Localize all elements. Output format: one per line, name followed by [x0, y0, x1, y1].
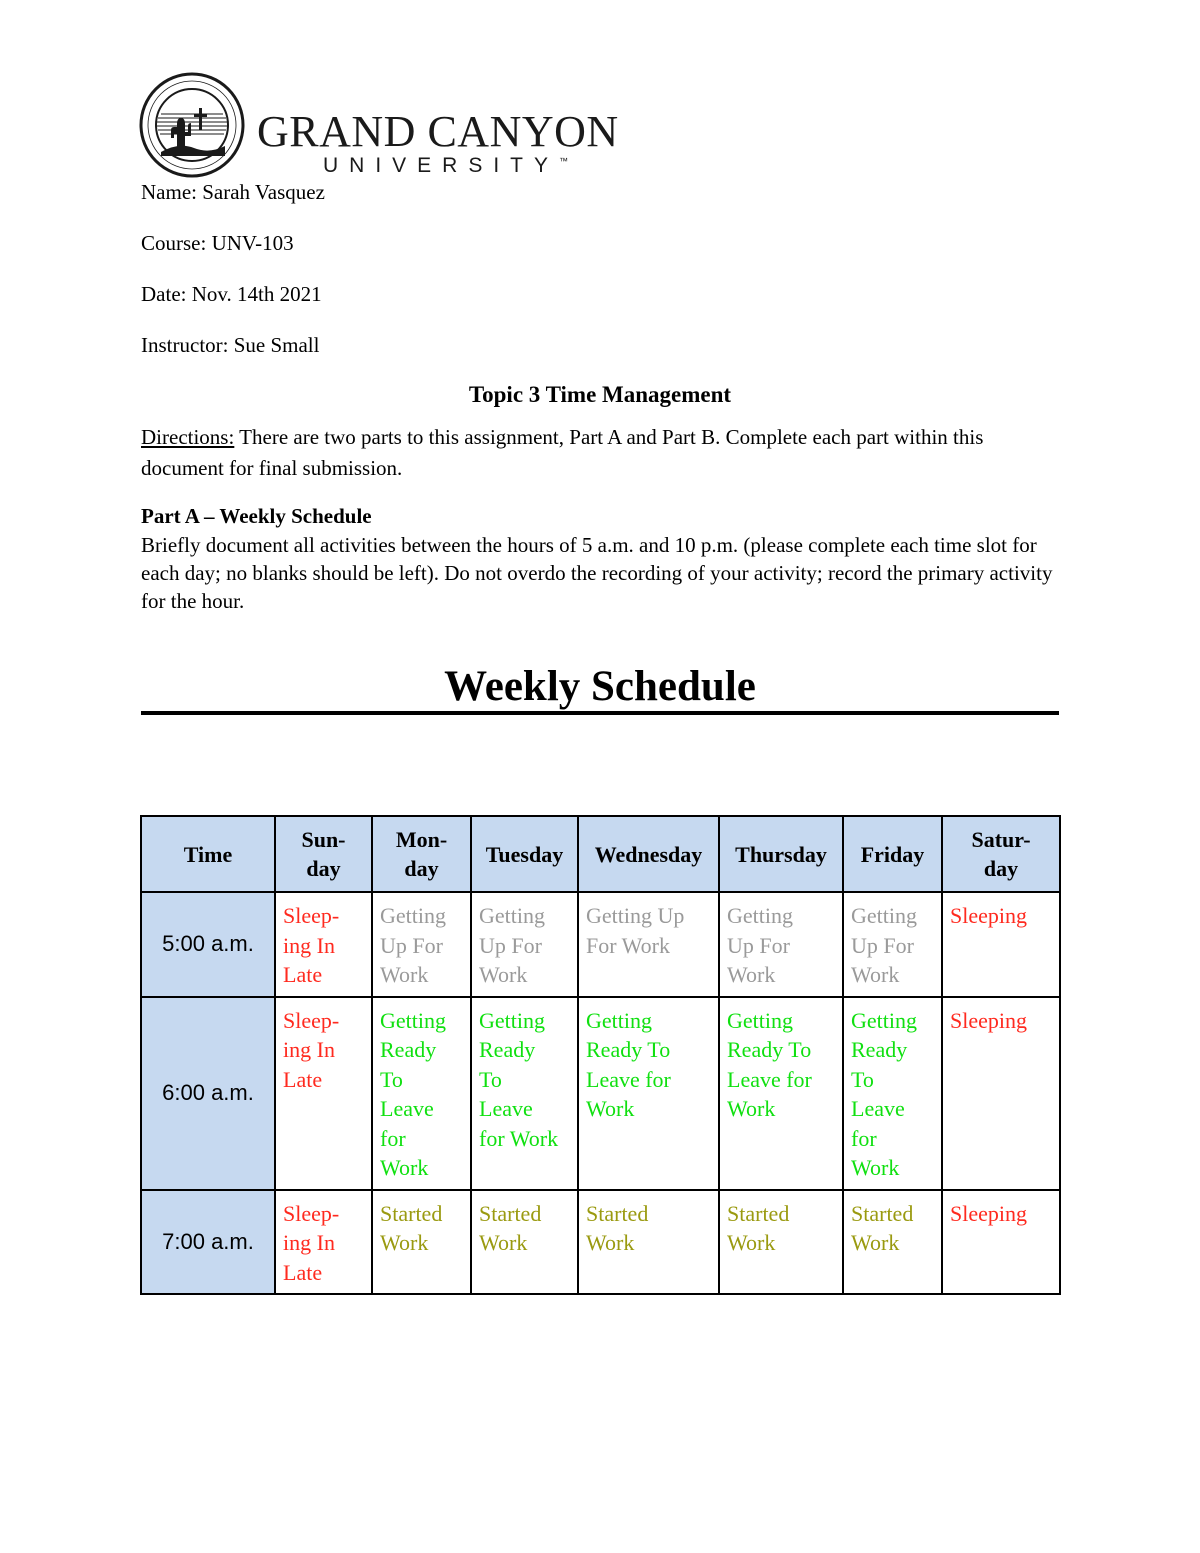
activity-cell: Sleeping [942, 892, 1060, 997]
activity-cell: Getting Ready To Leave for Work [719, 997, 843, 1190]
activity-cell: Getting Ready To Leave for Work [471, 997, 578, 1190]
header-thursday: Thursday [719, 816, 843, 892]
header-wednesday: Wednesday [578, 816, 719, 892]
date: Date: Nov. 14th 2021 [141, 282, 322, 306]
header-sunday: Sun- day [275, 816, 372, 892]
activity-cell: Getting Up For Work [843, 892, 942, 997]
activity-cell: Sleep- ing In Late [275, 997, 372, 1190]
activity-cell: Getting Up For Work [719, 892, 843, 997]
wordmark-line2: UNIVERSITY™ [323, 154, 569, 177]
activity-cell: Getting Up For Work [471, 892, 578, 997]
activity-cell: Getting Ready To Leave for Work [578, 997, 719, 1190]
activity-cell: Started Work [372, 1190, 471, 1295]
directions-text: There are two parts to this assignment, Part A and Part B. Complete each part within this document for final submission. [141, 425, 984, 480]
activity-cell: Getting Up For Work [372, 892, 471, 997]
activity-cell: Getting Up For Work [578, 892, 719, 997]
table-header-row [141, 816, 1060, 892]
title-underline [141, 711, 1059, 715]
directions [141, 422, 1071, 484]
activity-cell: Getting Ready To Leave for Work [372, 997, 471, 1190]
header-saturday: Satur- day [942, 816, 1060, 892]
wordmark-line1: GRAND CANYON [257, 107, 619, 156]
table-row [141, 1190, 1060, 1295]
activity-cell: Sleeping [942, 997, 1060, 1190]
student-name: Name: Sarah Vasquez [141, 180, 325, 204]
directions-label: Directions: [141, 425, 235, 449]
course: Course: UNV-103 [141, 231, 294, 255]
header-monday: Mon- day [372, 816, 471, 892]
university-logo [139, 72, 619, 182]
activity-cell: Started Work [578, 1190, 719, 1295]
activity-cell: Started Work [471, 1190, 578, 1295]
schedule-title: Weekly Schedule [444, 663, 756, 710]
activity-cell: Getting Ready To Leave for Work [843, 997, 942, 1190]
header-tuesday: Tuesday [471, 816, 578, 892]
header-time: Time [141, 816, 275, 892]
activity-cell: Sleeping [942, 1190, 1060, 1295]
university-seal-icon [139, 72, 245, 178]
table-row [141, 892, 1060, 997]
time-cell: 5:00 a.m. [141, 892, 275, 997]
header-friday: Friday [843, 816, 942, 892]
table-row [141, 997, 1060, 1190]
document-title: Topic 3 Time Management [468, 382, 732, 407]
activity-cell: Started Work [843, 1190, 942, 1295]
time-cell: 7:00 a.m. [141, 1190, 275, 1295]
part-a-instructions: Briefly document all activities between the hours of 5 a.m. and 10 p.m. (please complete each time slot for each day; no blanks should be left). Do not overdo the recording of your activity; record the primary activity for the hour. [141, 533, 1053, 613]
weekly-schedule-table [140, 815, 1061, 1295]
time-cell: 6:00 a.m. [141, 997, 275, 1190]
activity-cell: Sleep- ing In Late [275, 892, 372, 997]
instructor: Instructor: Sue Small [141, 333, 320, 357]
activity-cell: Sleep- ing In Late [275, 1190, 372, 1295]
part-a-heading: Part A – Weekly Schedule [141, 504, 372, 528]
activity-cell: Started Work [719, 1190, 843, 1295]
